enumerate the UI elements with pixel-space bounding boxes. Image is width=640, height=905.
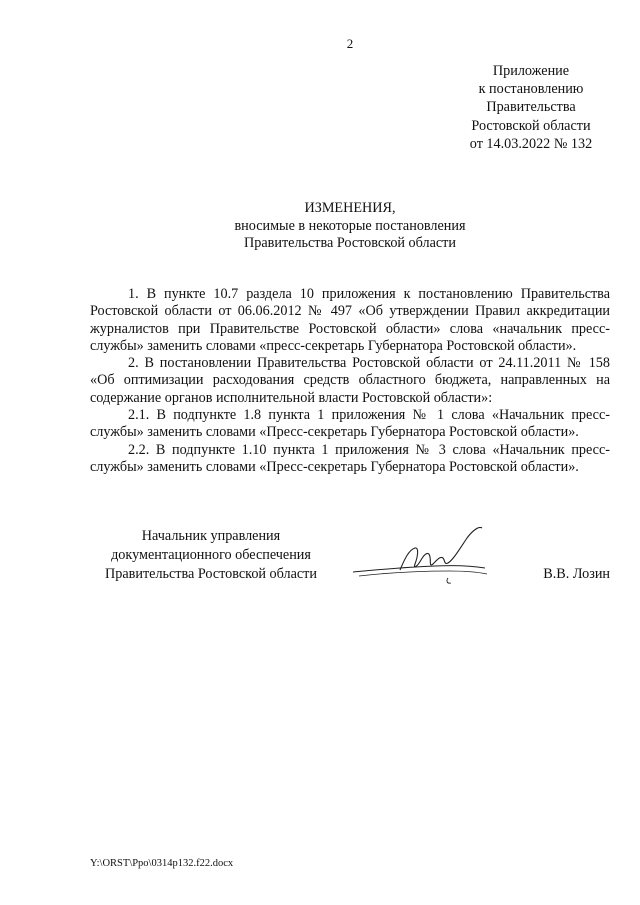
page-number: 2: [346, 36, 354, 51]
document-title: ИЗМЕНЕНИЯ,: [304, 200, 396, 216]
appendix-block: [440, 62, 622, 153]
document-subtitle-line: вносимые в некоторые постановления: [234, 217, 466, 234]
paragraph-2: 2. В постановлении Правительства Ростовской области от 24.11.2011 № 158 «Об оптимизации расходования средств областного бюджета, направленных на содержание органов исполнительной власти Ростовской области»:: [90, 355, 610, 406]
appendix-line: Ростовской области: [471, 117, 591, 134]
document-subtitle-line: Правительства Ростовской области: [244, 235, 456, 251]
appendix-line: от 14.03.2022 № 132: [469, 135, 593, 152]
signatory-position-line: документационного обеспечения: [111, 547, 311, 563]
handwritten-signature: [345, 520, 505, 590]
appendix-line: Приложение: [492, 63, 570, 79]
signatory-position-line: Правительства Ростовской области: [105, 566, 317, 582]
footer-file-path: Y:\ORST\Ppo\0314p132.f22.docx: [90, 858, 234, 869]
document-heading: [90, 200, 610, 253]
paragraph-2-2: 2.2. В подпункте 1.10 пункта 1 приложения № 3 слова «Начальник пресс-службы» заменить словами «Пресс-секретарь Губернатора Ростовской области».: [90, 441, 610, 475]
paragraph-2-1: 2.1. В подпункте 1.8 пункта 1 приложения № 1 слова «Начальник пресс-службы» заменить словами «Пресс-секретарь Губернатора Ростовской области».: [90, 407, 610, 441]
signatory-position-line: Начальник управления: [141, 528, 281, 544]
document-body: [90, 286, 610, 476]
appendix-line: Правительства: [486, 99, 576, 116]
signatory-position: [92, 527, 330, 584]
appendix-line: к постановлению: [478, 81, 584, 98]
signatory-name: В.В. Лозин: [543, 566, 610, 582]
paragraph-1: 1. В пункте 10.7 раздела 10 приложения к постановлению Правительства Ростовской области от 06.06.2012 № 497 «Об утверждении Правил аккредитации журналистов при Правительстве Ростовской области» слова «начальник пресс-службы» заменить словами «пресс-секретарь Губернатора Ростовской области».: [90, 286, 610, 354]
